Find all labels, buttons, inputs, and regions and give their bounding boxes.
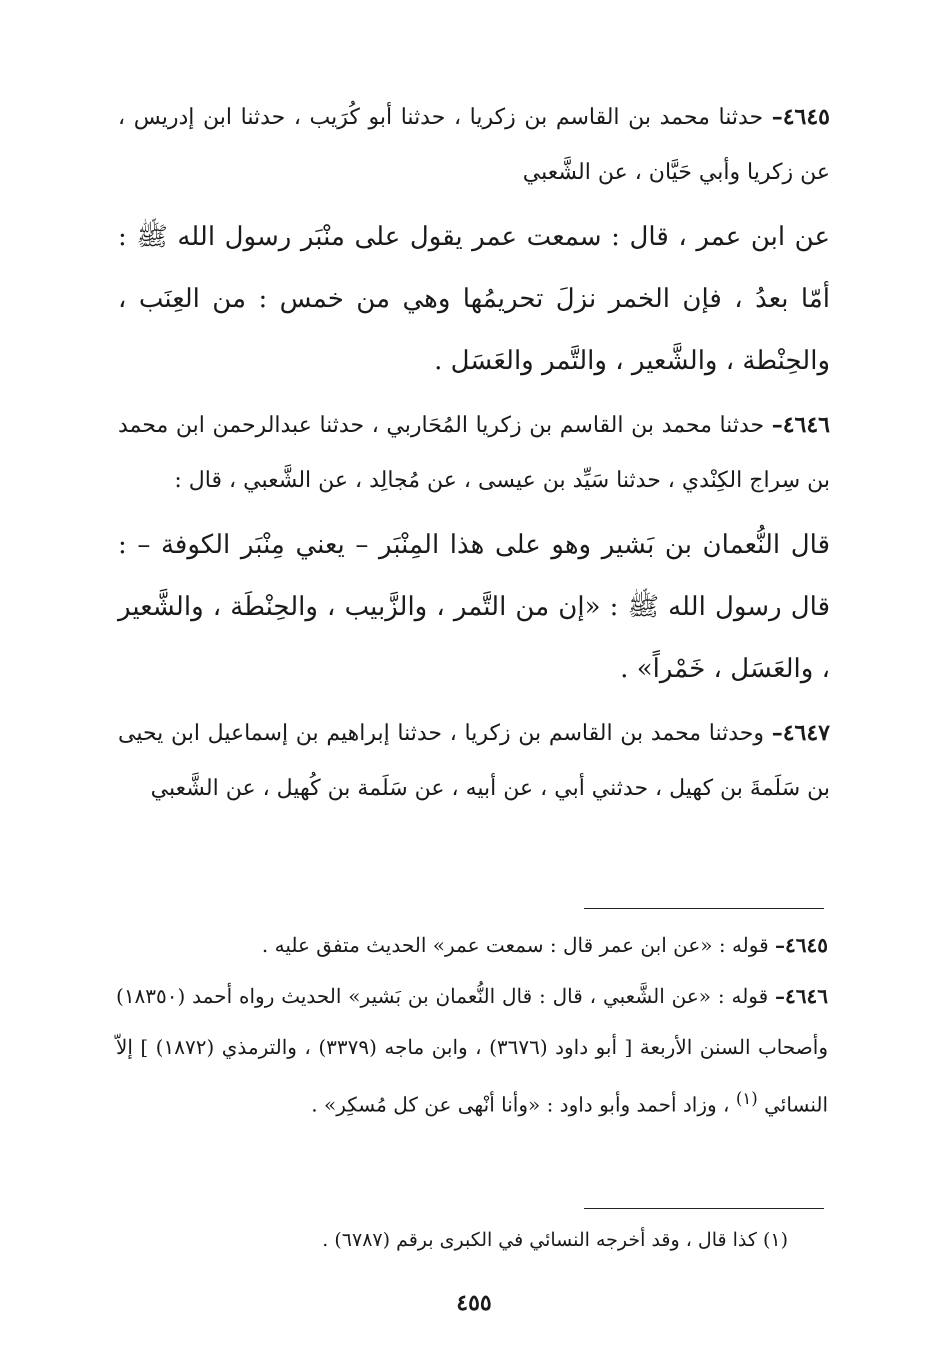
note-number: ٤٦٤٦– bbox=[775, 984, 828, 1008]
hadith-4647-isnad bbox=[118, 706, 830, 816]
isnad-text: حدثنا محمد بن القاسم بن زكريا المُحَاربي ، حدثنا عبدالرحمن ابن محمد بن سِراج الكِنْدي ، حدثنا سَيِّد بن عيسى ، عن مُجالِد ، عن الشَّعبي ، قال : bbox=[118, 413, 830, 493]
isnad-text: حدثنا محمد بن القاسم بن زكريا ، حدثنا أبو كُرَيب ، حدثنا ابن إدريس ، عن زكريا وأبي حَيَّان ، عن الشَّعبي bbox=[118, 105, 830, 185]
hadith-4645-matn: عن ابن عمر ، قال : سمعت عمر يقول على منْبَر رسول الله ﷺ : أمّا بعدُ ، فإن الخمر نزلَ تحريمُها وهي من خمس : من العِنَب ، والحِنْطة ، والشَّعير ، والتَّمر والعَسَل . bbox=[118, 222, 830, 376]
note-text: قوله : «عن ابن عمر قال : سمعت عمر» الحديث متفق عليه . bbox=[261, 933, 776, 957]
hadith-number: ٤٦٤٦– bbox=[771, 412, 830, 438]
note-text: قوله : «عن الشَّعبي ، قال : قال النُّعمان بن بَشير» الحديث رواه أحمد (١٨٣٥٠) وأصحاب السنن الأربعة [ أبو داود (٣٦٧٦) ، وابن ماجه (٣٣٧٩) ، والترمذي (١٨٧٢) ] إلاّ النسائي bbox=[116, 984, 828, 1117]
page-number: ٤٥٥ bbox=[456, 1290, 492, 1316]
note-4645 bbox=[116, 920, 828, 971]
hadith-4645-isnad bbox=[118, 90, 830, 200]
hadith-number: ٤٦٤٥– bbox=[771, 104, 830, 130]
isnad-text: وحدثنا محمد بن القاسم بن زكريا ، حدثنا إبراهيم بن إسماعيل ابن يحيى بن سَلَمةَ بن كهيل ، حدثني أبي ، عن أبيه ، عن سَلَمة بن كُهيل ، عن الشَّعبي bbox=[118, 721, 830, 801]
note-4646 bbox=[116, 971, 828, 1131]
commentary-notes bbox=[116, 920, 828, 1131]
hadith-number: ٤٦٤٧– bbox=[771, 720, 830, 746]
footnote-ref[interactable]: (١) bbox=[735, 1089, 758, 1108]
main-text bbox=[118, 90, 830, 816]
footnote-divider bbox=[584, 1208, 824, 1209]
note-number: ٤٦٤٥– bbox=[775, 933, 828, 957]
hadith-4646-matn: قال النُّعمان بن بَشير وهو على هذا المِنْبَر – يعني مِنْبَر الكوفة – : قال رسول الله ﷺ : «إن من التَّمر ، والزَّبيب ، والحِنْطَة ، والشَّعير ، والعَسَل ، خَمْراً» . bbox=[118, 530, 830, 684]
hadith-4646-isnad bbox=[118, 398, 830, 508]
note-text-cont: ، وزاد أحمد وأبو داود : «وأنا أنْهى عن كل مُسكِر» . bbox=[311, 1092, 736, 1117]
notes-divider bbox=[584, 908, 824, 909]
footnote: (١) كذا قال ، وقد أخرجه النسائي في الكبرى برقم (٦٧٨٧) . bbox=[322, 1229, 788, 1251]
